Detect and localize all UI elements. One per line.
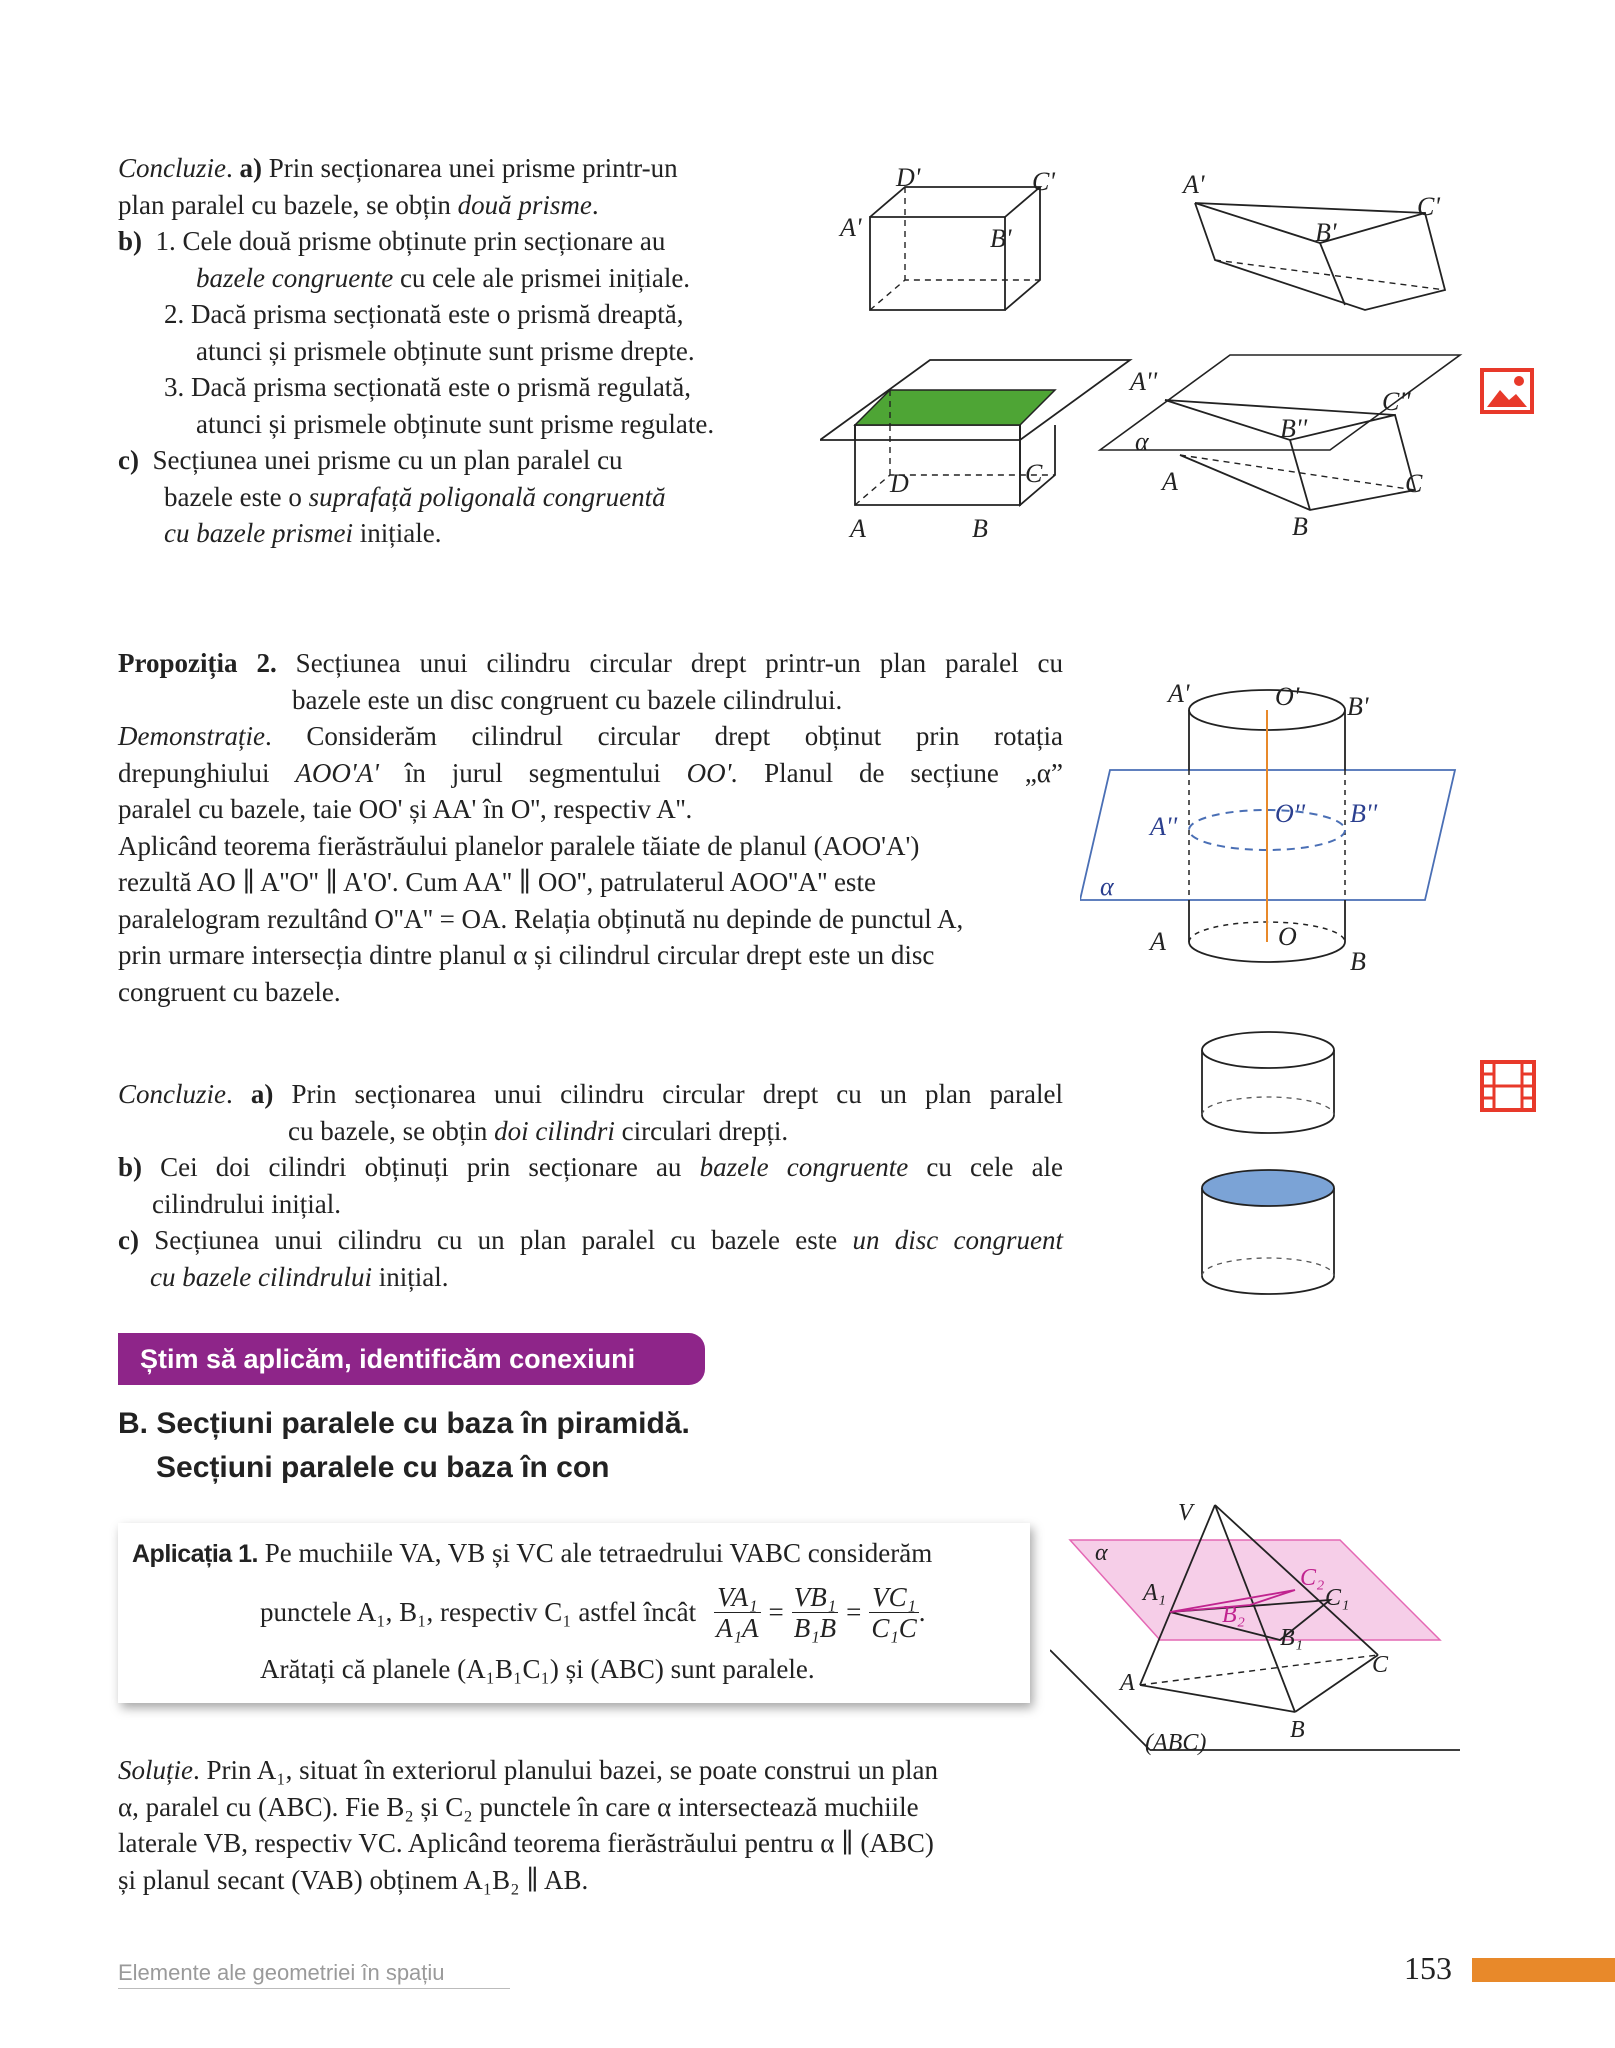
heading-line2: Secțiuni paralele cu baza în con	[156, 1451, 610, 1484]
cyl-label-alpha: α	[1100, 872, 1114, 901]
tetra-label-A: A	[1120, 1670, 1135, 1696]
section-banner: Știm să aplicăm, identificăm conexiuni	[118, 1333, 705, 1385]
conc2-a1: Concluzie. a) Prin secționarea unui cilindru circular drept cu un plan paralel	[118, 1079, 1063, 1109]
section-heading	[118, 1402, 1018, 1490]
label-B-prime: B'	[990, 224, 1012, 253]
cyl-label-O-second: O''	[1275, 799, 1305, 828]
conc-c1: c) Secțiunea unei prisme cu un plan paralel cu	[118, 445, 623, 475]
prop2-line6: Aplicând teorema fierăstrăului planelor paralele tăiate de planul (AOO'A')	[118, 830, 920, 861]
conc-a-line1: Concluzie. a) Prin secționarea unei prisme printr-un	[118, 153, 678, 183]
tetra-label-C2: C₂	[1300, 1565, 1325, 1591]
label-D: D	[890, 469, 909, 498]
tetra-label-ABC: (ABC)	[1145, 1730, 1207, 1756]
cyl-label-A-prime: A'	[1168, 679, 1190, 708]
cyl-label-B: B	[1350, 947, 1366, 976]
tetra-label-C: C	[1372, 1652, 1389, 1678]
solution	[118, 1752, 1038, 1898]
label-A-prime: A'	[840, 213, 862, 242]
cyl-label-B-second: B''	[1350, 799, 1378, 828]
label-C-prime: C'	[1032, 167, 1055, 196]
app1-line2: punctele A₁, B₁, respectiv C₁ astfel încât $\frac{\text{VA₁}}{\text{A₁A}}$ = $\frac{\text{VB₁}}{\text{B₁B}}$ = $\frac{\text{VC₁}}{\text{C₁C}}$ .	[260, 1582, 926, 1643]
cylinder-figure	[1080, 670, 1480, 990]
conc-b1: b) 1. Cele două prisme obținute prin secționare au	[118, 226, 666, 256]
tetra-label-B2: B₂	[1222, 1602, 1246, 1628]
prop2-line5: paralel cu bazele, taie OO' și AA' în O'', respectiv A''.	[118, 794, 693, 824]
solution-line1: Soluție. Prin A₁, situat în exteriorul planului bazei, se poate construi un plan	[118, 1755, 939, 1785]
prop2-line9: prin urmare intersecția dintre planul α și cilindrul circular drept este un disc	[118, 940, 935, 970]
cyl-label-O: O	[1278, 922, 1297, 951]
app1-line1: Aplicația 1. Pe muchiile VA, VB și VC ale tetraedrului VABC considerăm	[132, 1538, 933, 1568]
label-B-second: B''	[1280, 414, 1308, 443]
solution-line2: α, paralel cu (ABC). Fie B₂ și C₂ punctele în care α intersectează muchiile	[118, 1791, 919, 1822]
conc-b3: 3. Dacă prisma secționată este o prismă regulată,	[164, 372, 692, 402]
conc-b3-cont: atunci și prismele obținute sunt prisme regulate.	[196, 408, 715, 439]
conc2-b2: cilindrului inițial.	[152, 1188, 341, 1219]
conclusion-cylinder	[118, 1076, 1063, 1295]
conc2-c2: cu bazele cilindrului inițial.	[150, 1261, 449, 1292]
conc-b2: 2. Dacă prisma secționată este o prismă dreaptă,	[164, 299, 684, 329]
conc-b1-cont: bazele congruente cu cele ale prismei inițiale.	[196, 262, 691, 293]
pink-plane	[1070, 1540, 1440, 1640]
solution-line3: laterale VB, respectiv VC. Aplicând teorema fierăstrăului pentru α ∥ (ABC)	[118, 1828, 934, 1858]
solution-line4: și planul secant (VAB) obținem A₁B₂ ∥ AB.	[118, 1864, 589, 1895]
label-alpha: α	[1135, 427, 1149, 456]
page-number: 153	[1404, 1950, 1452, 1986]
conc-b2-cont: atunci și prismele obținute sunt prisme drepte.	[196, 335, 695, 366]
prop2-stmt2: bazele este un disc congruent cu bazele cilindrului.	[292, 684, 843, 715]
label-oblique-B: B	[1292, 512, 1308, 541]
conc2-a2: cu bazele, se obțin doi cilindri circulari drepți.	[288, 1115, 789, 1146]
cyl-label-A-second: A''	[1150, 812, 1178, 841]
fraction-vb1: $\frac{\text{VB₁}}{\text{B₁B}}$	[793, 1582, 837, 1643]
fraction-vc1: $\frac{\text{VC₁}}{\text{C₁C}}$	[871, 1582, 917, 1643]
tetra-label-C1: C₁	[1325, 1585, 1350, 1611]
prop2-line4: drepunghiului AOO'A' în jurul segmentului OO'. Planul de secțiune „α”	[118, 757, 1063, 788]
prop2-line3: Demonstrație. Considerăm cilindrul circular drept obținut prin rotația	[118, 721, 1063, 751]
conc-c2: bazele este o suprafață poligonală congruentă	[164, 481, 666, 512]
tetra-label-B1: B₁	[1280, 1625, 1304, 1651]
application-1	[132, 1535, 1022, 1687]
conc-c3: cu bazele prismei inițiale.	[164, 518, 442, 548]
cyl-label-O-prime: O'	[1275, 682, 1300, 711]
prop2-line7: rezultă AO ∥ A''O'' ∥ A'O'. Cum AA'' ∥ OO'', patrulaterul AOO''A'' este	[118, 867, 876, 897]
heading-line1: B. Secțiuni paralele cu baza în piramidă.	[118, 1407, 690, 1440]
cyl-label-A: A	[1150, 927, 1166, 956]
prop2-line8: paralelogram rezultând O''A'' = OA. Relația obținută nu depinde de punctul A,	[118, 903, 964, 934]
label-D-prime: D'	[896, 163, 921, 192]
label-oblique-C-prime: C'	[1417, 192, 1440, 221]
tetra-label-B: B	[1290, 1717, 1305, 1743]
tetra-label-alpha: α	[1095, 1540, 1108, 1566]
blue-disc	[1202, 1170, 1334, 1206]
prop2-stmt1: Propoziția 2. Secțiunea unui cilindru circular drept printr-un plan paralel cu	[118, 648, 1064, 678]
app1-line3: Arătați că planele (A₁B₁C₁) și (ABC) sunt paralele.	[260, 1653, 815, 1684]
fraction-va1: $\frac{\text{VA₁}}{\text{A₁A}}$	[716, 1582, 759, 1643]
label-oblique-A: A	[1162, 467, 1178, 496]
label-A: A	[850, 514, 866, 543]
label-B: B	[972, 514, 988, 543]
label-C-second: C''	[1382, 387, 1411, 416]
conc-a-line2: plan paralel cu bazele, se obțin două prisme.	[118, 189, 599, 220]
label-A-second: A''	[1130, 367, 1158, 396]
conclusion-prism	[118, 150, 778, 552]
footer-chapter: Elemente ale geometriei în spațiu	[118, 1960, 510, 1989]
proposition-2	[118, 645, 1063, 1010]
label-C: C	[1025, 459, 1043, 488]
label-oblique-C: C	[1405, 469, 1423, 498]
conc2-b1: b) Cei doi cilindri obținuți prin secționare au bazele congruente cu cele ale	[118, 1152, 1064, 1182]
image-icon[interactable]	[1480, 368, 1534, 414]
page-bar	[1472, 1958, 1615, 1982]
film-icon[interactable]	[1480, 1060, 1536, 1112]
label-oblique-B-prime: B'	[1315, 218, 1337, 247]
tetra-label-A1: A₁	[1143, 1580, 1167, 1606]
prism-labels	[820, 160, 1470, 550]
tetra-label-V: V	[1178, 1500, 1193, 1526]
cyl-label-B-prime: B'	[1347, 692, 1369, 721]
tetrahedron-figure	[1050, 1495, 1470, 1765]
label-oblique-A-prime: A'	[1183, 170, 1205, 199]
split-cylinders-figure	[1190, 1020, 1350, 1310]
prop2-line10: congruent cu bazele.	[118, 976, 341, 1007]
conc2-c1: c) Secțiunea unui cilindru cu un plan paralel cu bazele este un disc congruent	[118, 1225, 1064, 1255]
